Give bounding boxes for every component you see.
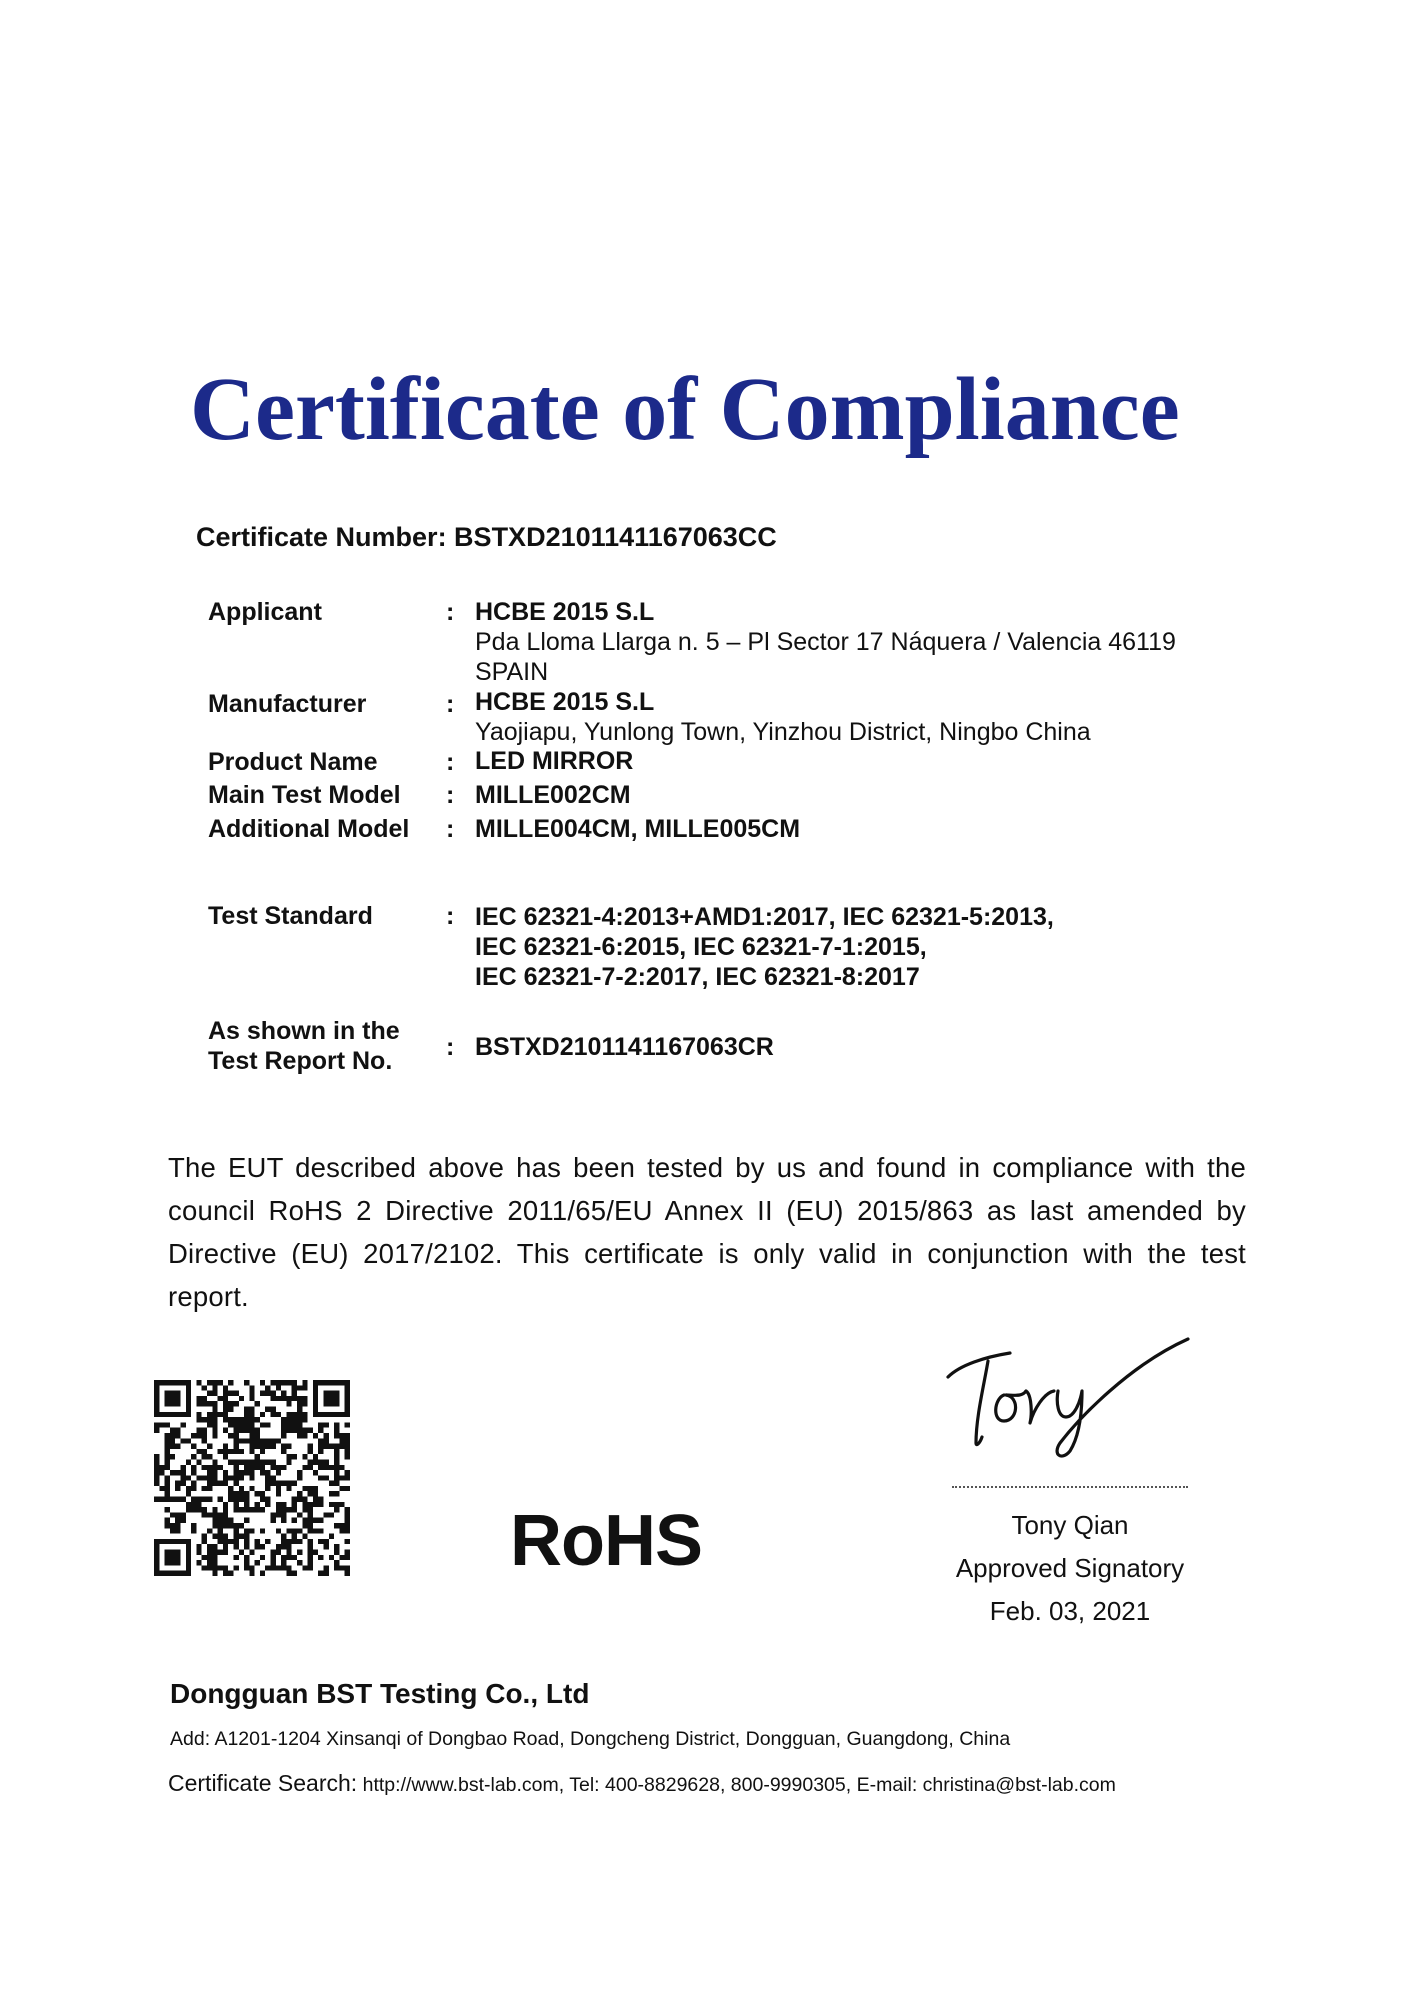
- manufacturer-colon: :: [446, 690, 455, 718]
- product-name-value: LED MIRROR: [475, 747, 634, 775]
- signatory-name: Tony Qian: [1011, 1510, 1129, 1540]
- signature-date: Feb. 03, 2021: [989, 1596, 1151, 1626]
- certificate-number: Certificate Number: BSTXD2101141167063CC: [196, 522, 777, 552]
- certificate-title: Certificate of Compliance: [190, 360, 1180, 459]
- test-standard-colon: :: [446, 902, 455, 930]
- applicant-label: Applicant: [208, 598, 322, 626]
- search-contacts: http://www.bst-lab.com, Tel: 400-8829628, 800-9990305, E-mail: christina@bst-lab.com: [357, 1774, 1116, 1796]
- qr-code-icon: [154, 1380, 350, 1576]
- main-test-model-label: Main Test Model: [208, 781, 401, 809]
- additional-model-value: MILLE004CM, MILLE005CM: [475, 815, 801, 843]
- applicant-address-line2: SPAIN: [475, 658, 549, 686]
- rohs-logo: RoHS: [510, 1501, 702, 1581]
- applicant-name: HCBE 2015 S.L: [475, 598, 655, 626]
- manufacturer-label: Manufacturer: [208, 690, 367, 718]
- applicant-colon: :: [446, 598, 455, 626]
- applicant-address-line1: Pda Lloma Llarga n. 5 – Pl Sector 17 Náquera / Valencia 46119: [475, 628, 1176, 656]
- issuer-address: Add: A1201-1204 Xinsanqi of Dongbao Road, Dongcheng District, Dongguan, Guangdong, China: [170, 1728, 1011, 1750]
- main-test-model-value: MILLE002CM: [475, 781, 631, 809]
- additional-model-colon: :: [446, 815, 455, 843]
- product-name-label: Product Name: [208, 748, 378, 776]
- manufacturer-address: Yaojiapu, Yunlong Town, Yinzhou District, Ningbo China: [475, 718, 1091, 746]
- signatory-role: Approved Signatory: [955, 1553, 1185, 1583]
- report-label-line2: Test Report No.: [208, 1047, 393, 1075]
- report-number: BSTXD2101141167063CR: [475, 1033, 774, 1061]
- report-colon: :: [446, 1033, 455, 1061]
- issuer-company: Dongguan BST Testing Co., Ltd: [170, 1678, 590, 1709]
- search-lead: Certificate Search:: [168, 1770, 358, 1796]
- signature-line: [952, 1486, 1188, 1488]
- test-standard-line: IEC 62321-4:2013+AMD1:2017, IEC 62321-5:2013,: [475, 903, 1054, 931]
- report-label-line1: As shown in the: [208, 1017, 400, 1045]
- handwritten-signature: [940, 1325, 1200, 1465]
- test-standard-line: IEC 62321-7-2:2017, IEC 62321-8:2017: [475, 963, 920, 991]
- certificate-search-info: [168, 1770, 1116, 1797]
- test-standard-line: IEC 62321-6:2015, IEC 62321-7-1:2015,: [475, 933, 927, 961]
- manufacturer-name: HCBE 2015 S.L: [475, 688, 655, 716]
- additional-model-label: Additional Model: [208, 815, 410, 843]
- product-name-colon: :: [446, 748, 455, 776]
- test-standard-label: Test Standard: [208, 902, 373, 930]
- main-test-model-colon: :: [446, 781, 455, 809]
- compliance-statement: The EUT described above has been tested by us and found in compliance with the council RoHS 2 Directive 2011/65/EU Annex II (EU) 2015/863 as last amended by Directive (EU) 2017/2102. This certificate is only valid in conjunction with the test report.: [168, 1152, 1246, 1312]
